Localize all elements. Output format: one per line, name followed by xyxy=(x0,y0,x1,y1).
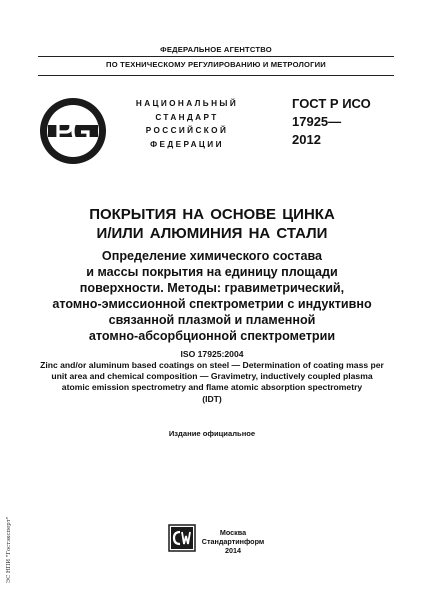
english-line-3: atomic emission spectrometry and flame atomic absorption spectrometry xyxy=(61,382,363,393)
standard-line-1: НАЦИОНАЛЬНЫЙ xyxy=(135,99,239,108)
subtitle-line-6: атомно-абсорбционной спектрометрии xyxy=(88,329,336,343)
english-line-4: (IDT) xyxy=(202,393,222,404)
standard-number xyxy=(292,95,371,149)
publisher-year: 2014 xyxy=(225,546,241,555)
standard-line-2: СТАНДАРТ xyxy=(155,112,219,122)
document-subtitle xyxy=(30,248,394,344)
agency-line-2: ПО ТЕХНИЧЕСКОМУ РЕГУЛИРОВАНИЮ И МЕТРОЛОГИИ xyxy=(106,60,326,69)
standard-number-line-3: 2012 xyxy=(292,132,321,147)
publisher-city: Москва xyxy=(219,528,247,537)
subtitle-line-3: поверхности. Методы: гравиметрический, xyxy=(79,281,345,295)
english-line-2: unit area and chemical composition — Gravimetry, inductively coupled plasma xyxy=(51,371,373,382)
edition-label: Издание официальное xyxy=(168,429,256,438)
side-watermark-note: ЭС НПИ "Гостэксперт" xyxy=(6,516,12,583)
standard-type-block xyxy=(132,97,242,151)
standard-line-3: РОССИЙСКОЙ xyxy=(145,126,229,136)
standartinform-logo-icon xyxy=(168,524,196,552)
agency-line-1: ФЕДЕРАЛЬНОЕ АГЕНТСТВО xyxy=(160,45,272,54)
rst-logo-icon xyxy=(38,96,108,166)
standard-line-4: ФЕДЕРАЦИИ xyxy=(150,139,224,149)
iso-reference: ISO 17925:2004 xyxy=(180,349,244,359)
subtitle-line-1: Определение химического состава xyxy=(101,249,323,263)
standard-number-line-2: 17925— xyxy=(292,114,342,129)
title-line-1: ПОКРЫТИЯ НА ОСНОВЕ ЦИНКА xyxy=(89,206,335,223)
english-line-1: Zinc and/or aluminum based coatings on steel — Determination of coating mass per xyxy=(40,360,384,370)
publisher-block xyxy=(198,528,268,555)
subtitle-line-5: связанной плазмой и пламенной xyxy=(108,313,316,327)
standard-number-line-1: ГОСТ Р ИСО xyxy=(292,96,371,111)
title-line-2: И/ИЛИ АЛЮМИНИЯ НА СТАЛИ xyxy=(96,225,328,242)
document-title xyxy=(30,205,394,243)
english-title xyxy=(34,360,390,405)
header-rule-top xyxy=(38,56,394,57)
publisher-name: Стандартинформ xyxy=(201,537,265,546)
subtitle-line-4: атомно-эмиссионной спектрометрии с индуктивно xyxy=(52,297,372,311)
subtitle-line-2: и массы покрытия на единицу площади xyxy=(86,265,338,279)
header-rule-bottom xyxy=(38,75,394,76)
